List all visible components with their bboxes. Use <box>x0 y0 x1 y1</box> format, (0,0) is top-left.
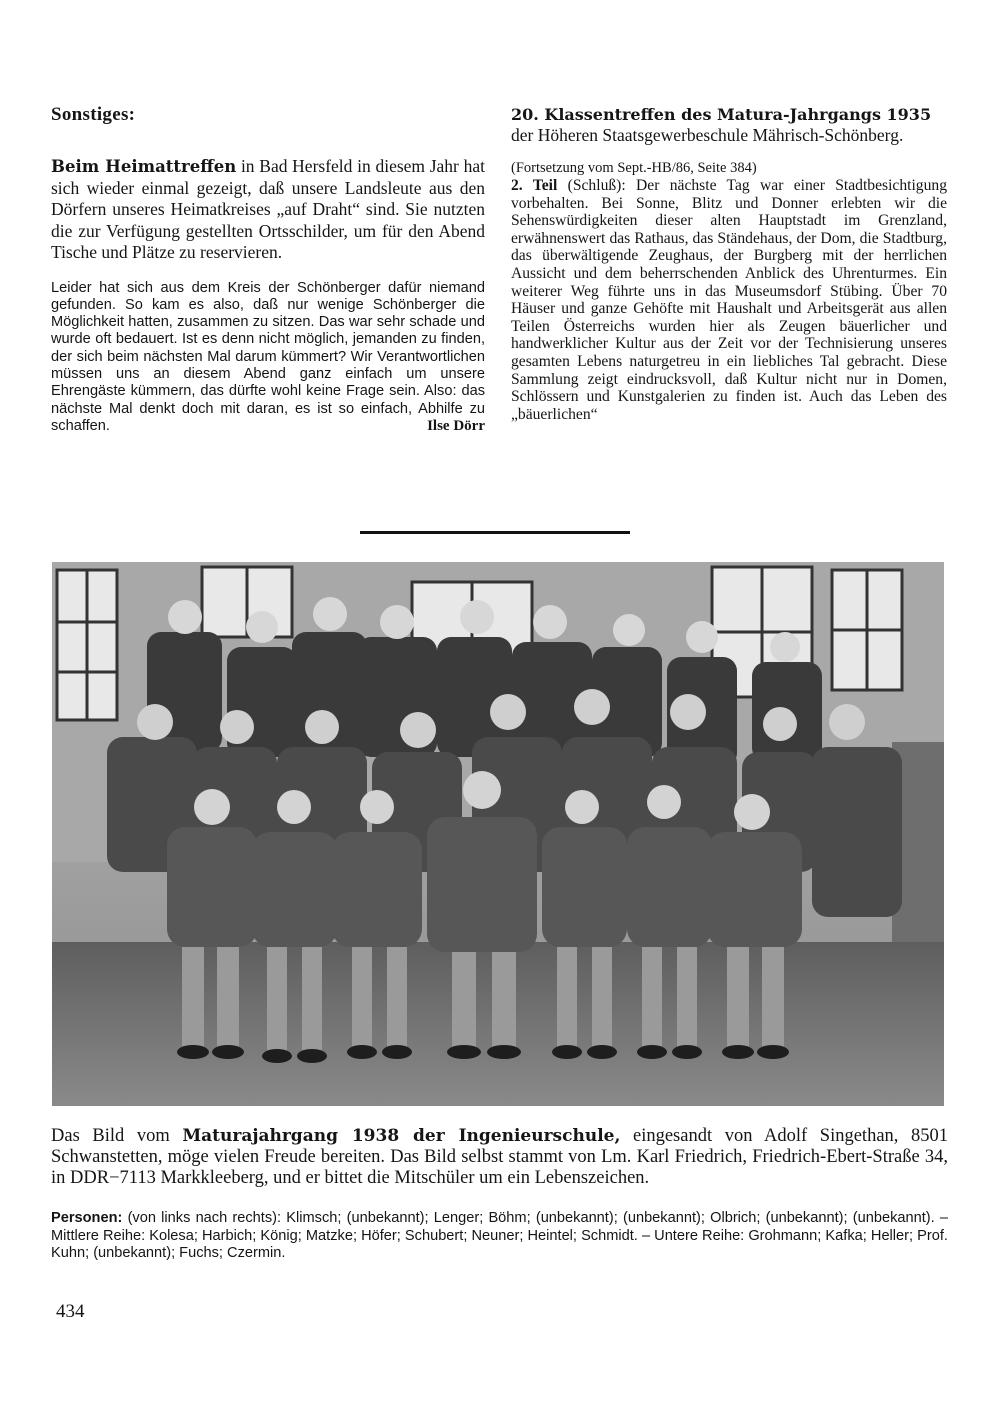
author: Ilse Dörr <box>427 417 485 434</box>
article-body <box>511 177 947 423</box>
persons-text: (von links nach rechts): Klimsch; (unbekannt); Lenger; Böhm; (unbekannt); (unbekannt); Olbrich; (unbekannt); (unbekannt). – Mittlere Reihe: Kolesa; Harbich; König; Matzke; Höfer; Schubert; Neuner; Heintel; Schmidt. – Untere Reihe: Grohmann; Kafka; Heller; Prof. Kuhn; (unbekannt); Fuchs; Czermin. <box>51 1210 948 1261</box>
article-title-text: der Höheren Staatsgewerbeschule Mährisch-Schönberg. <box>511 125 904 145</box>
section-heading: Sonstiges: <box>51 104 136 125</box>
persons-label: Personen: <box>51 1210 123 1226</box>
caption-prefix: Das Bild vom <box>51 1126 183 1146</box>
photo-caption <box>51 1126 948 1189</box>
left-body-text: Leider hat sich aus dem Kreis der Schönberger dafür niemand gefunden. So kam es also, daß nur wenige Schönberger die Möglichkeit hatten, zusammen zu sitzen. Das war sehr schade und wurde oft bedauert. Ist es denn nicht möglich, jemanden zu finden, der sich beim nächsten Mal darum kümmert? Wir Verantwortlichen müssen uns an diesem Abend ganz einfach um unsere Ehrengäste kümmern, das dürfte wohl keine Frage sein. Also: das nächste Mal denkt doch mit daran, es ist so einfach, Abhilfe zu schaffen. <box>51 279 485 434</box>
class-photo-illustration <box>52 562 944 1106</box>
left-body-paragraph <box>51 280 485 436</box>
divider-rule <box>360 531 630 534</box>
right-column <box>511 104 947 423</box>
lead-bold: Beim Heimattreffen <box>51 157 237 176</box>
article-title <box>511 104 947 146</box>
part-label: 2. Teil <box>511 177 558 194</box>
left-column <box>51 104 485 435</box>
lead-paragraph <box>51 156 485 264</box>
class-photo <box>52 562 944 1106</box>
page-number: 434 <box>56 1301 85 1322</box>
lead-text: in Bad Hersfeld in diesem Jahr hat sich wieder einmal gezeigt, daß unsere Landsleute aus den Dörfern unseres Heimatkreises „auf Draht“ sind. Sie nutzten die zur Verfügung gestellten Ortsschilder, um für den Abend Tische und Plätze zu reservieren. <box>51 156 485 262</box>
caption-text: eingesandt von Adolf Singethan, 8501 Schwanstetten, möge vielen Freude bereiten. Das Bild selbst stammt von Lm. Karl Friedrich, Friedrich-Ebert-Straße 34, in DDR−7113 Markkleeberg, und er bittet die Mitschüler um ein Lebenszeichen. <box>51 1126 948 1188</box>
caption-bold: Maturajahrgang 1938 der Ingenieurschule, <box>182 1126 621 1146</box>
article-title-bold: 20. Klassentreffen des Matura-Jahrgangs 1935 <box>511 105 932 124</box>
continuation-note: (Fortsetzung vom Sept.-HB/86, Seite 384) <box>511 160 757 176</box>
article-body-text: (Schluß): Der nächste Tag war einer Stadtbesichtigung vorbehalten. Bei Sonne, Blitz und Donner erlebten wir die Sehenswürdigkeiten dieser alten Hauptstadt im Grenzland, erwähnenswert das Rathaus, das Ständehaus, der Dom, die Stadtburg, das überwältigende Zeughaus, der Burgberg mit der herrlichen Aussicht und dem beherrschenden Anblick des Uhrenturmes. Ein weiterer Weg führte uns in das Museumsdorf Stübing. Über 70 Häuser und ganze Gehöfte mit Haushalt und Arbeitsgerät aus allen Teilen Österreichs wurden hier als Zeugen bäuerlicher und handwerklicher Kultur aus der Zeit vor der Technisierung unseres gesamten Lebens naturgetreu in ein liebliches Tal gebracht. Diese Sammlung zeigt eindrucksvoll, daß Kultur nicht nur in Domen, Schlössern und Kunstgalerien zu finden ist. Auch das Leben des „bäuerlichen“ <box>511 177 947 423</box>
persons-list <box>51 1210 948 1263</box>
